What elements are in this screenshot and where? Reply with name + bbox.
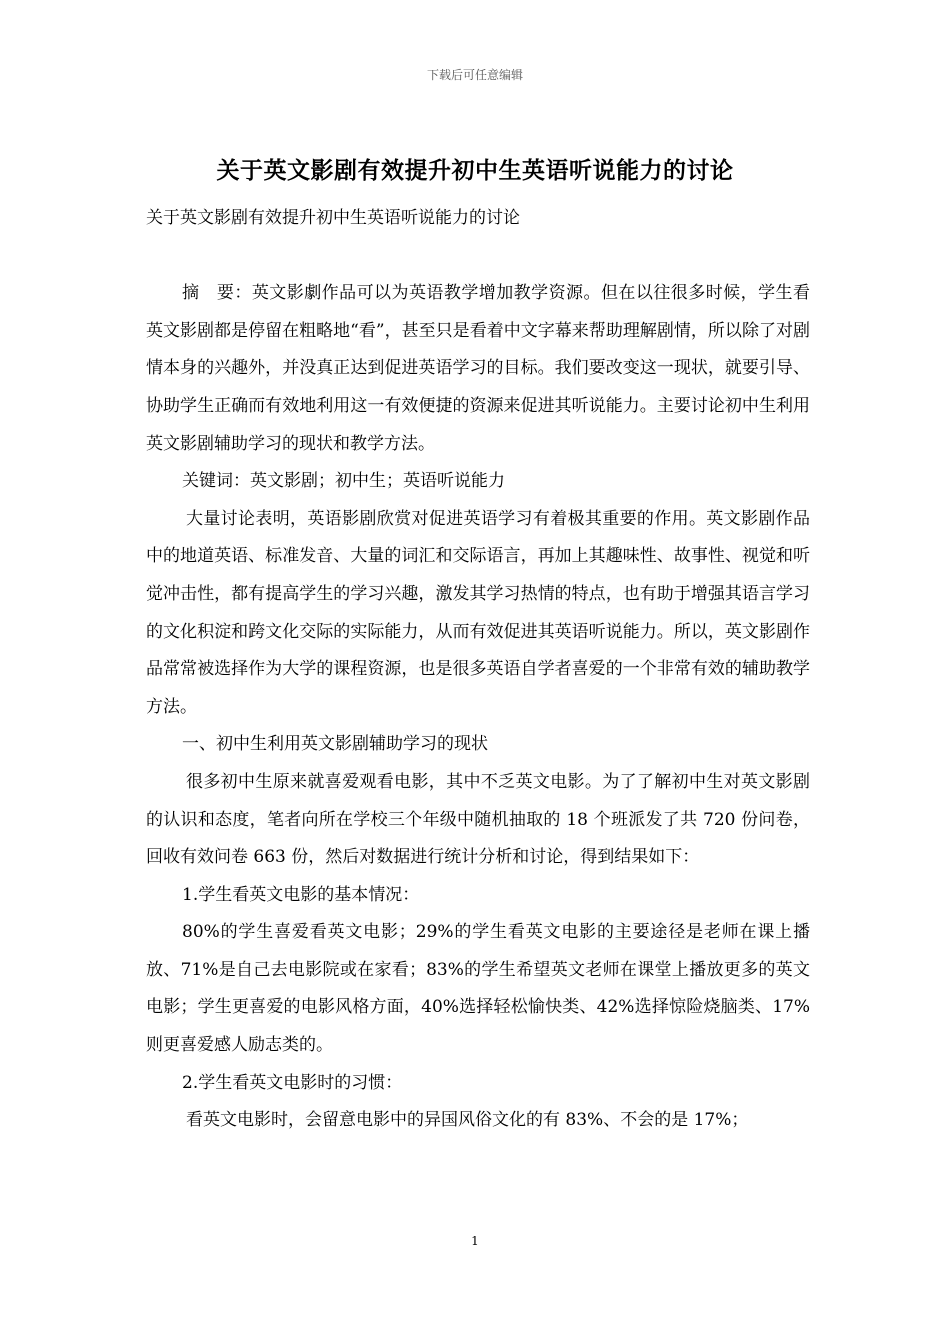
section1-heading: 一、初中生利用英文影剧辅助学习的现状	[182, 734, 488, 755]
page-number: 1	[471, 1234, 479, 1248]
section1-paragraph: 很多初中生原来就喜爱观看电影，其中不乏英文电影。为了了解初中生对英文影剧的认识和态度，笔者向所在学校三个年级中随机抽取的 18 个班派发了共 720 份问卷，回收有效问卷 663 份，然后对数据进行统计分析和讨论，得到结果如下：	[146, 771, 810, 868]
blank-line	[146, 238, 810, 276]
header-note: 下载后可任意编辑	[426, 68, 523, 82]
item1-heading: 1.学生看英文电影的基本情况：	[182, 884, 420, 905]
keywords-line: 关键词：英文影剧；初中生；英语听说能力	[182, 471, 505, 492]
item2-paragraph: 看英文电影时，会留意电影中的异国风俗文化的有 83%、不会的是 17%；	[186, 1110, 749, 1131]
item2-heading: 2.学生看英文电影时的习惯：	[182, 1072, 403, 1093]
abstract-paragraph: 摘 要：英文影劇作品可以为英语教学增加教学资源。但在以往很多时候，学生看英文影剧都是停留在粗略地“看”，甚至只是看着中文字幕来帮助理解剧情，所以除了对剧情本身的兴趣外，并没真正达到促进英语学习的目标。我们要改变这一现状，就要引导、协助学生正确而有效地利用这一有效便捷的资源来促进其听说能力。主要讨论初中生利用英文影剧辅助学习的现状和教学方法。	[146, 283, 810, 454]
item1-paragraph: 80%的学生喜爱看英文电影；29%的学生看英文电影的主要途径是老师在课上播放、71%是自己去电影院或在家看；83%的学生希望英文老师在课堂上播放更多的英文电影；学生更喜爱的电影风格方面，40%选择轻松愉快类、42%选择惊险烧脑类、17%则更喜爱感人励志类的。	[146, 922, 810, 1056]
document-body	[146, 200, 810, 1140]
document-subtitle: 关于英文影剧有效提升初中生英语听说能力的讨论	[146, 208, 520, 228]
document-title: 关于英文影剧有效提升初中生英语听说能力的讨论	[216, 157, 734, 184]
intro-paragraph: 大量讨论表明，英语影剧欣赏对促进英语学习有着极其重要的作用。英文影剧作品中的地道英语、标准发音、大量的词汇和交际语言，再加上其趣味性、故事性、视觉和听觉冲击性，都有提高学生的学习兴趣，激发其学习热情的特点，也有助于增强其语言学习的文化积淀和跨文化交际的实际能力，从而有效促进其英语听说能力。所以，英文影剧作品常常被选择作为大学的课程资源，也是很多英语自学者喜爱的一个非常有效的辅助教学方法。	[146, 508, 810, 717]
